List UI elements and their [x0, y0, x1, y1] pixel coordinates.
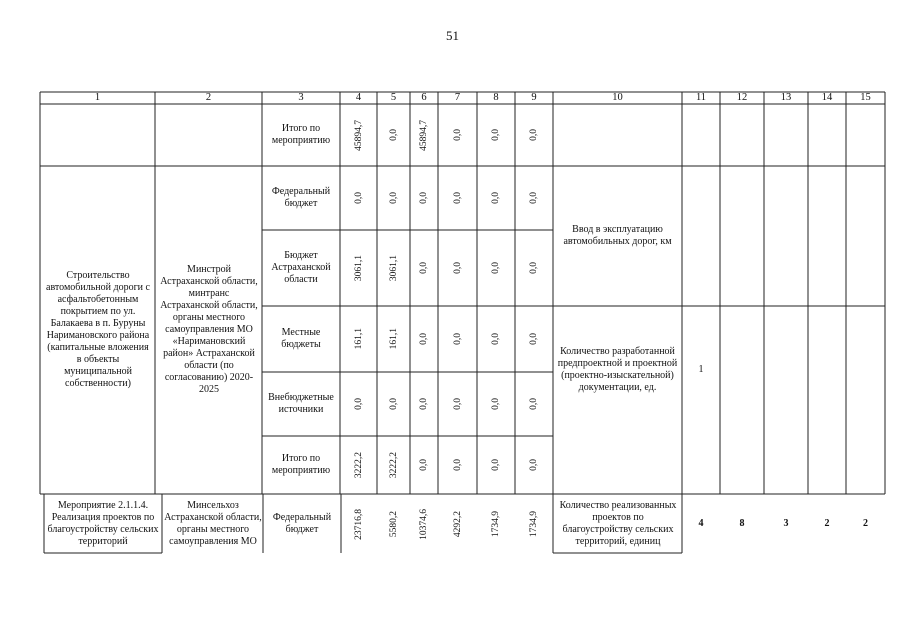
section2-row1-col6: 0,0: [419, 192, 429, 204]
section3-col4: 23716,8: [354, 508, 364, 540]
section2-row2-col6: 0,0: [419, 262, 429, 274]
header-col-3: 3: [298, 92, 304, 103]
page-number: 51: [446, 28, 459, 43]
section3-col6: 10374,6: [419, 508, 429, 540]
section2-row3-source: Местные бюджеты: [281, 327, 321, 350]
section2-row3-col6: 0,0: [419, 333, 429, 345]
section2-row2-col5: 3061,1: [388, 254, 399, 282]
header-col-11: 11: [695, 92, 707, 103]
section2-row1-col7: 0,0: [452, 192, 463, 204]
section2-indicator-documentation: Количество разработанной предпроектной и проектной (проектно-изыскательной) документации, ед.: [557, 346, 678, 393]
section1-col8: 0,0: [491, 129, 501, 141]
header-col-2: 2: [205, 92, 212, 103]
section1-col4: 45894,7: [353, 119, 364, 151]
section1-col7: 0,0: [452, 129, 463, 141]
section2-row5-col7: 0,0: [452, 459, 463, 471]
section2-row2-col9: 0,0: [529, 262, 539, 274]
section3-indicator: Количество реализованных проектов по благоустройству сельских территорий, единиц: [559, 500, 677, 547]
section2-row2-col7: 0,0: [452, 262, 463, 274]
section2-row4-col9: 0,0: [529, 398, 539, 410]
section2-row1-source: Федеральный бюджет: [271, 186, 331, 209]
section3-col7: 4292,2: [452, 510, 463, 538]
section2-row1-col5: 0,0: [388, 192, 399, 204]
section2-executor: Минстрой Астраханской области, минтранс Астраханской области, органы местного самоуправления МО «Наримановский район» Астраханской области (по согласованию) 2020-2025: [160, 264, 258, 395]
section2-row1-col4: 0,0: [353, 192, 364, 204]
section1-source: Итого по мероприятию: [271, 123, 331, 146]
section3-target-11: 4: [698, 518, 704, 529]
header-col-13: 13: [780, 92, 792, 103]
header-col-6: 6: [421, 92, 427, 103]
section2-row5-col5: 3222,2: [388, 451, 399, 479]
section3-executor: Минсельхоз Астраханской области, органы местного самоуправления МО: [164, 500, 262, 547]
header-col-7: 7: [454, 92, 461, 103]
section2-row5-col9: 0,0: [529, 459, 539, 471]
section3-col5: 5580,2: [388, 510, 399, 538]
header-col-15: 15: [860, 92, 871, 103]
section2-indicator-roads: Ввод в эксплуатацию автомобильных дорог, км: [563, 224, 672, 247]
header-col-14: 14: [821, 92, 833, 103]
section2-row1-col8: 0,0: [491, 192, 501, 204]
section2-row3-col9: 0,0: [529, 333, 539, 345]
header-col-4: 4: [355, 92, 362, 103]
header-col-1: 1: [94, 92, 101, 103]
section2-row4-col6: 0,0: [419, 398, 429, 410]
section2-activity: Строительство автомобильной дороги с асфальтобетонным покрытием по ул. Балакаева в п. Буруны Наримановского района (капитальные вложения в объекты муниципальной собственности): [46, 270, 150, 389]
section2-row5-col8: 0,0: [491, 459, 501, 471]
section2-row3-col5: 161,1: [388, 328, 399, 350]
section3-target-14: 2: [824, 518, 830, 529]
section1-col5: 0,0: [388, 129, 399, 141]
section3-activity: Мероприятие 2.1.1.4. Реализация проектов по благоустройству сельских территорий: [47, 500, 159, 547]
section2-row5-col6: 0,0: [419, 459, 429, 471]
section3-target-15: 2: [863, 518, 868, 529]
section3-source: Федеральный бюджет: [272, 512, 332, 535]
section3-col9: 1734,9: [529, 510, 539, 538]
section2-row4-col4: 0,0: [353, 398, 364, 410]
header-col-5: 5: [390, 92, 397, 103]
section2-row4-source: Внебюджетные источники: [268, 392, 334, 415]
header-col-12: 12: [736, 92, 748, 103]
section2-row2-col4: 3061,1: [353, 254, 364, 282]
section2-row4-col5: 0,0: [388, 398, 399, 410]
section2-indicator-col11: 1: [698, 364, 704, 375]
header-col-10: 10: [612, 92, 623, 103]
section2-row3-col4: 161,1: [353, 328, 364, 350]
section3-col8: 1734,9: [491, 510, 501, 538]
section2-row5-col4: 3222,2: [353, 451, 364, 479]
section2-row2-source: Бюджет Астраханской области: [271, 250, 331, 285]
section2-row4-col7: 0,0: [452, 398, 463, 410]
section2-row1-col9: 0,0: [529, 192, 539, 204]
section3-target-13: 3: [783, 518, 789, 529]
section2-row3-col8: 0,0: [491, 333, 501, 345]
section2-row4-col8: 0,0: [491, 398, 501, 410]
section2-row5-source: Итого по мероприятию: [271, 453, 331, 476]
section1-col6: 45894,7: [419, 119, 429, 151]
section2-row2-col8: 0,0: [491, 262, 501, 274]
header-col-9: 9: [531, 92, 537, 103]
section3-target-12: 8: [739, 518, 745, 529]
section1-col9: 0,0: [529, 129, 539, 141]
header-col-8: 8: [493, 92, 499, 103]
section2-row3-col7: 0,0: [452, 333, 463, 345]
